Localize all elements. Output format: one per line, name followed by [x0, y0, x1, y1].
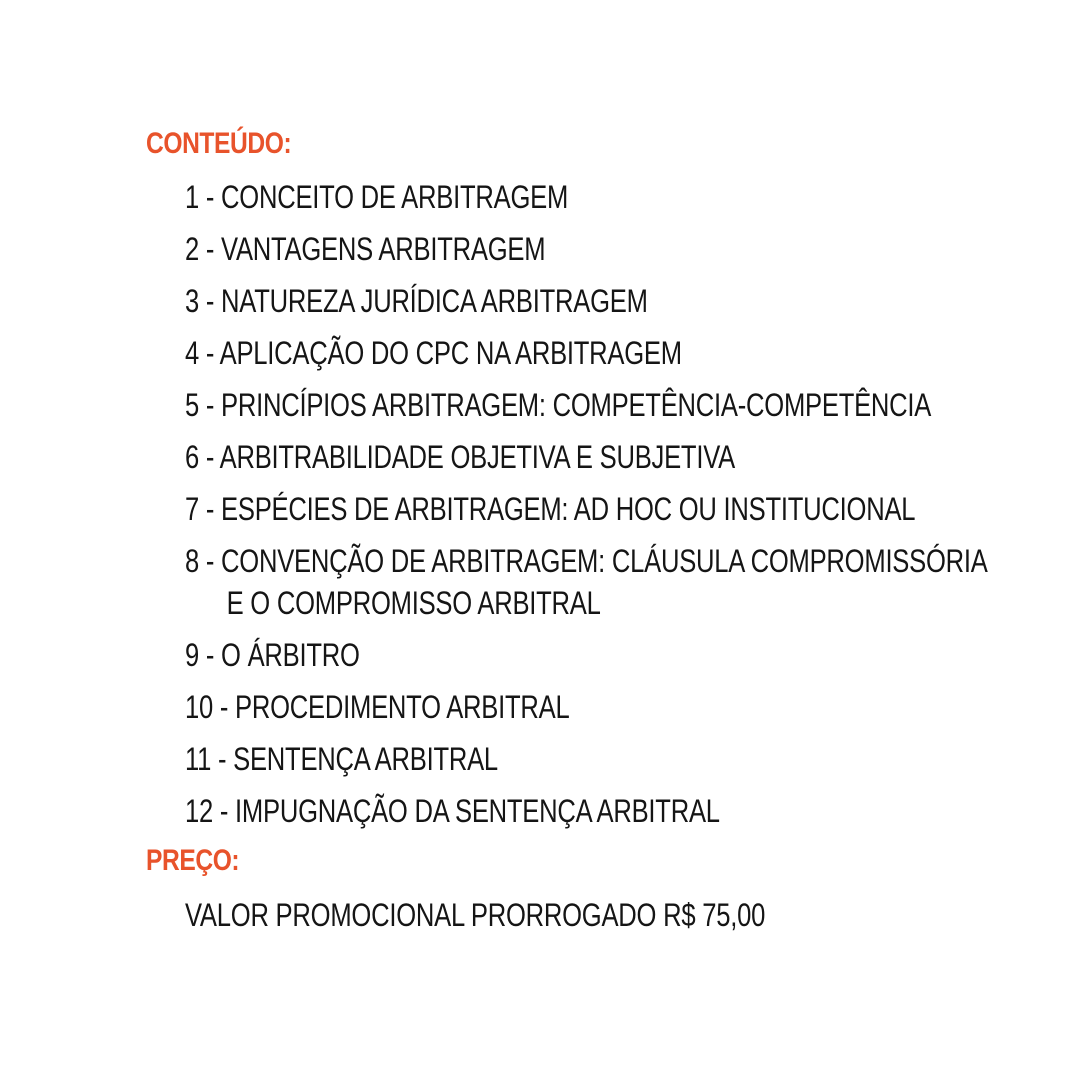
contents-heading: CONTEÚDO: — [146, 127, 292, 160]
list-item-line-2: E O COMPROMISSO ARBITRAL — [226, 585, 601, 621]
list-item: 10 - PROCEDIMENTO ARBITRAL — [185, 689, 570, 725]
list-item: 12 - IMPUGNAÇÃO DA SENTENÇA ARBITRAL — [185, 793, 720, 829]
price-heading: PREÇO: — [146, 844, 240, 877]
list-item: 11 - SENTENÇA ARBITRAL — [185, 741, 498, 777]
contents-list — [185, 176, 1080, 842]
list-item: 5 - PRINCÍPIOS ARBITRAGEM: COMPETÊNCIA-COMPETÊNCIA — [185, 387, 932, 423]
list-item: 2 - VANTAGENS ARBITRAGEM — [185, 231, 546, 267]
list-item: 1 - CONCEITO DE ARBITRAGEM — [185, 179, 569, 215]
list-item: 3 - NATUREZA JURÍDICA ARBITRAGEM — [185, 283, 648, 319]
list-item — [185, 540, 988, 624]
list-item: 6 - ARBITRABILIDADE OBJETIVA E SUBJETIVA — [185, 439, 735, 475]
list-item: 9 - O ÁRBITRO — [185, 637, 360, 673]
list-item: 4 - APLICAÇÃO DO CPC NA ARBITRAGEM — [185, 335, 682, 371]
price-text: VALOR PROMOCIONAL PRORROGADO R$ 75,00 — [185, 897, 766, 933]
list-item-line-1: 8 - CONVENÇÃO DE ARBITRAGEM: CLÁUSULA COMPROMISSÓRIA — [185, 543, 988, 579]
list-item: 7 - ESPÉCIES DE ARBITRAGEM: AD HOC OU INSTITUCIONAL — [185, 491, 916, 527]
